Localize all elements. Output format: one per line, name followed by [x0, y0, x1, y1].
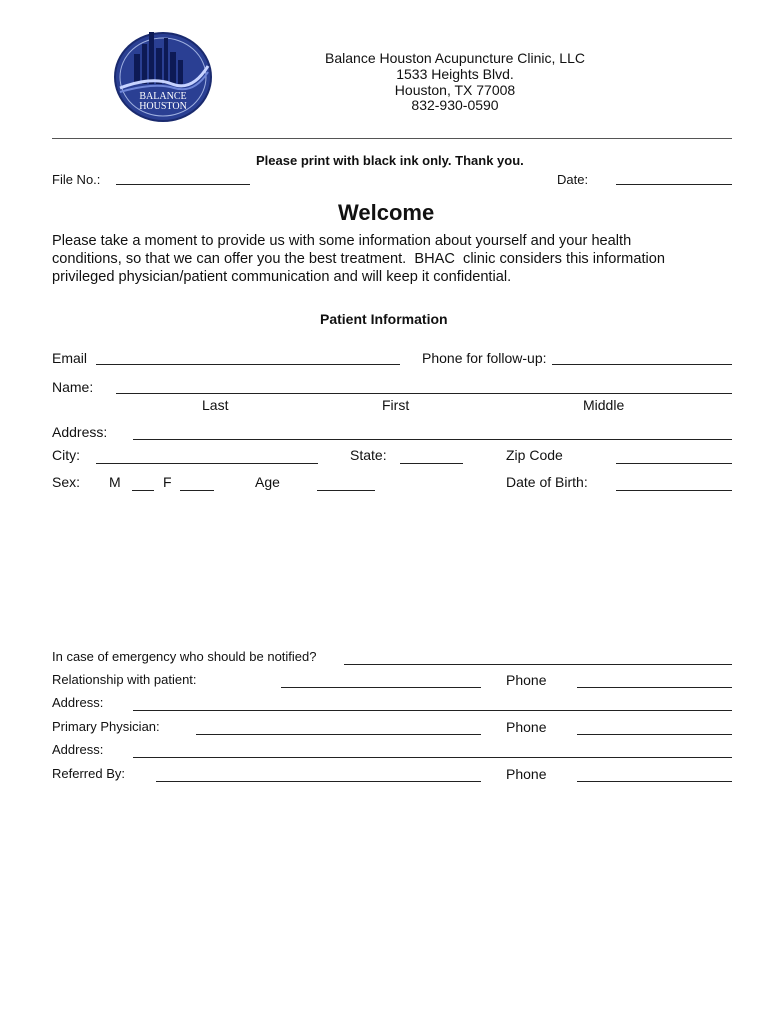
sex-f-field[interactable]	[180, 490, 214, 491]
emergency-address-label: Address:	[52, 695, 104, 710]
intro-paragraph	[52, 232, 732, 286]
phone-followup-field[interactable]	[552, 364, 732, 365]
physician-phone-label: Phone	[506, 719, 547, 735]
state-label: State:	[350, 447, 387, 463]
clinic-name: Balance Houston Acupuncture Clinic, LLC	[325, 50, 585, 66]
age-field[interactable]	[317, 490, 375, 491]
email-label: Email	[52, 350, 88, 366]
dob-label: Date of Birth:	[506, 474, 588, 490]
svg-text:BALANCE: BALANCE	[139, 91, 187, 102]
header-divider	[52, 138, 732, 139]
zip-field[interactable]	[616, 463, 732, 464]
name-label: Name:	[52, 379, 94, 395]
phone-followup-label: Phone for follow-up:	[422, 350, 547, 366]
clinic-street: 1533 Heights Blvd.	[396, 66, 514, 82]
bhac-text: BHAC	[414, 251, 455, 267]
clinic-phone: 832-930-0590	[411, 97, 499, 113]
sex-m-field[interactable]	[132, 490, 154, 491]
city-field[interactable]	[96, 463, 318, 464]
referred-phone-label: Phone	[506, 766, 547, 782]
clinic-logo	[112, 26, 214, 124]
sex-label: Sex:	[52, 474, 81, 490]
clinic-city: Houston, TX 77008	[394, 82, 516, 98]
physician-field[interactable]	[196, 734, 481, 735]
middle-label: Middle	[583, 397, 625, 413]
zip-label: Zip Code	[506, 447, 563, 463]
relationship-label: Relationship with patient:	[52, 672, 197, 687]
emergency-contact-field[interactable]	[344, 664, 732, 665]
intro-line-3: privileged physician/patient communication and will keep it confidential.	[52, 269, 512, 285]
first-label: First	[382, 397, 410, 413]
emergency-address-field[interactable]	[133, 710, 732, 711]
file-no-field[interactable]	[116, 184, 250, 185]
address-label: Address:	[52, 424, 108, 440]
date-label: Date:	[557, 172, 589, 187]
referred-phone-field[interactable]	[577, 781, 732, 782]
physician-phone-field[interactable]	[577, 734, 732, 735]
referred-by-field[interactable]	[156, 781, 481, 782]
referred-by-label: Referred By:	[52, 766, 125, 781]
physician-address-label: Address:	[52, 742, 104, 757]
file-no-label: File No.:	[52, 172, 101, 187]
emergency-question: In case of emergency who should be notified?	[52, 649, 317, 664]
intro-line-1: Please take a moment to provide us with some information about yourself and your health	[52, 233, 632, 249]
date-field[interactable]	[616, 184, 732, 185]
email-field[interactable]	[96, 364, 400, 365]
intro-line-2: conditions, so that we can offer you the best treatment. BHAC clinic considers this information	[52, 251, 665, 267]
svg-text:HOUSTON: HOUSTON	[139, 101, 187, 112]
address-field[interactable]	[133, 439, 732, 440]
sex-f-label: F	[163, 474, 172, 490]
physician-label: Primary Physician:	[52, 719, 160, 734]
welcome-heading: Welcome	[338, 200, 435, 225]
physician-address-field[interactable]	[133, 757, 732, 758]
name-field[interactable]	[116, 393, 732, 394]
sex-m-label: M	[109, 474, 121, 490]
emergency-phone-label: Phone	[506, 672, 547, 688]
relationship-field[interactable]	[281, 687, 481, 688]
ink-notice: Please print with black ink only. Thank you.	[256, 153, 524, 168]
state-field[interactable]	[400, 463, 463, 464]
age-label: Age	[255, 474, 280, 490]
dob-field[interactable]	[616, 490, 732, 491]
emergency-phone-field[interactable]	[577, 687, 732, 688]
city-label: City:	[52, 447, 80, 463]
last-label: Last	[202, 397, 229, 413]
patient-info-title: Patient Information	[320, 311, 448, 327]
